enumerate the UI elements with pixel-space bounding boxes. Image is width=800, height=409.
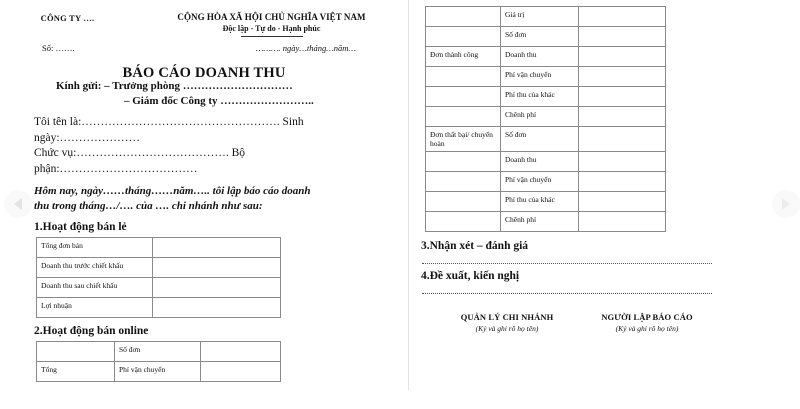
row-label: Số đơn — [501, 27, 579, 47]
table-row — [426, 67, 666, 87]
row-value[interactable] — [579, 7, 666, 27]
row-label: Doanh thu trước chiết khấu — [37, 257, 153, 277]
row-label: Doanh thu sau chiết khấu — [37, 277, 153, 297]
section-1-heading: 1.Hoạt động bán lẻ — [34, 220, 127, 233]
row-value[interactable] — [579, 47, 666, 67]
row-group-label — [426, 192, 501, 212]
row-group-label — [426, 67, 501, 87]
retail-activity-table — [36, 237, 281, 318]
table-row — [426, 107, 666, 127]
signature-title: NGƯỜI LẬP BÁO CÁO — [601, 312, 693, 322]
row-group-label — [426, 7, 501, 27]
declarant-fields — [0, 115, 330, 177]
table-row — [426, 87, 666, 107]
row-label: Phí vận chuyển — [115, 361, 201, 381]
online-activity-continued-rows — [426, 7, 666, 232]
document-number: Số: ……. — [42, 43, 75, 53]
recipient-line-2: – Giám đốc Công ty …………………….. — [124, 95, 314, 107]
signature-title: QUẢN LÝ CHI NHÁNH — [460, 312, 554, 322]
nation-line-2: Độc lập - Tự do - Hạnh phúc — [222, 24, 321, 33]
table-row — [426, 27, 666, 47]
table-row — [37, 361, 281, 381]
row-group-label: Tổng — [37, 361, 115, 381]
row-value[interactable] — [579, 152, 666, 172]
declarant-name-line: Tôi tên là:……………………………………………. Sinh ngày:………………… — [34, 116, 304, 144]
row-group-label — [426, 172, 501, 192]
table-row — [426, 7, 666, 27]
company-name: CÔNG TY …. — [40, 13, 95, 23]
signature-subtitle: (Ký và ghi rõ họ tên) — [615, 324, 679, 333]
section-4-answer-line[interactable] — [422, 293, 712, 294]
row-label: Tổng đơn bán — [37, 237, 153, 257]
table-row — [426, 172, 666, 192]
table-row — [37, 297, 281, 317]
online-activity-table-continued — [425, 6, 666, 232]
row-group-label: Đơn thành công — [426, 47, 501, 67]
row-label: Giá trị — [501, 7, 579, 27]
row-value[interactable] — [153, 257, 281, 277]
row-label: Doanh thu — [501, 152, 579, 172]
next-page-button[interactable] — [772, 190, 800, 218]
row-label: Chênh phí — [501, 107, 579, 127]
row-label: Phí thu của khác — [501, 192, 579, 212]
document-page-right — [409, 0, 800, 409]
row-group-label — [426, 107, 501, 127]
row-value[interactable] — [579, 27, 666, 47]
row-group-label: Đơn thất bại/ chuyển hoàn — [426, 127, 501, 152]
recipients-block — [0, 80, 408, 107]
retail-activity-rows — [37, 237, 281, 317]
chevron-left-icon — [14, 198, 22, 210]
document-title: BÁO CÁO DOANH THU — [122, 65, 286, 81]
row-group-label — [426, 27, 501, 47]
row-label: Số đơn — [115, 341, 201, 361]
row-value[interactable] — [579, 107, 666, 127]
row-group-label — [426, 152, 501, 172]
signature-subtitle: (Ký và ghi rõ họ tên) — [475, 324, 539, 333]
row-group-label — [426, 87, 501, 107]
row-value[interactable] — [153, 277, 281, 297]
row-label: Phí vận chuyển — [501, 67, 579, 87]
row-value[interactable] — [579, 127, 666, 152]
row-label: Số đơn — [501, 127, 579, 152]
signature-branch-manager — [437, 312, 577, 333]
online-activity-rows — [37, 341, 281, 381]
recipient-line-1: Kính gửi: – Trưởng phòng ………………………… — [56, 80, 293, 92]
signature-block — [409, 312, 800, 333]
table-row — [37, 257, 281, 277]
table-row — [426, 192, 666, 212]
online-activity-table — [36, 341, 281, 382]
row-label: Chênh phí — [501, 212, 579, 232]
row-value[interactable] — [579, 212, 666, 232]
row-label: Doanh thu — [501, 47, 579, 67]
row-value[interactable] — [579, 87, 666, 107]
row-group-label — [426, 212, 501, 232]
row-value[interactable] — [153, 237, 281, 257]
section-2-heading: 2.Hoạt động bán online — [34, 324, 149, 337]
nation-line-1: CỘNG HÒA XÃ HỘI CHỦ NGHĨA VIỆT NAM — [177, 12, 366, 22]
row-label: Lợi nhuận — [37, 297, 153, 317]
row-value[interactable] — [579, 172, 666, 192]
table-row — [426, 212, 666, 232]
table-row — [426, 127, 666, 152]
row-value[interactable] — [579, 192, 666, 212]
row-value[interactable] — [201, 361, 281, 381]
row-value[interactable] — [201, 341, 281, 361]
row-label: Phí thu của khác — [501, 87, 579, 107]
section-3-answer-line[interactable] — [422, 263, 712, 264]
row-label: Phí vận chuyển — [501, 172, 579, 192]
section-4-heading: 4.Đề xuất, kiến nghị — [421, 270, 520, 282]
section-3-heading: 3.Nhận xét – đánh giá — [421, 240, 529, 252]
signature-report-author — [577, 312, 717, 333]
row-value[interactable] — [579, 67, 666, 87]
prev-page-button[interactable] — [4, 190, 32, 218]
chevron-right-icon — [782, 198, 790, 210]
row-group-label — [37, 341, 115, 361]
table-row — [426, 152, 666, 172]
table-row — [426, 47, 666, 67]
declarant-position-line: Chức vụ:…………………………………. Bộ phận:……………………………… — [34, 147, 245, 175]
header-rule — [241, 36, 303, 37]
row-value[interactable] — [153, 297, 281, 317]
table-row — [37, 237, 281, 257]
national-heading — [135, 12, 408, 37]
document-header — [0, 12, 408, 53]
table-row — [37, 341, 281, 361]
intro-note: Hôm nay, ngày……tháng……năm….. tôi lập báo cáo doanh thu trong tháng…/…. của …. chi nhánh như sau: — [34, 185, 311, 212]
table-row — [37, 277, 281, 297]
document-date-line: ………. ngày…tháng…năm… — [255, 43, 356, 53]
